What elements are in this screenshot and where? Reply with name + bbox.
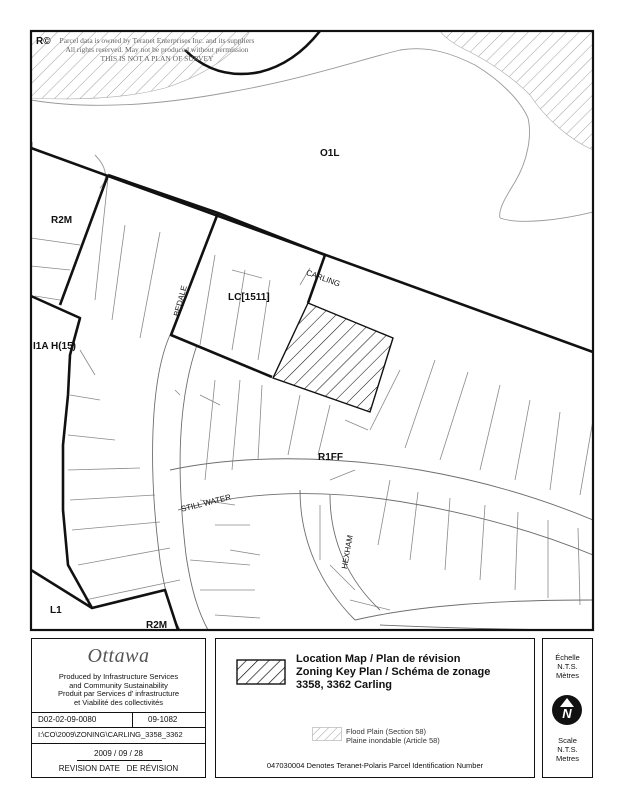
street-label-still-water: STILL WATER bbox=[180, 492, 232, 514]
copyright-line: THIS IS NOT A PLAN OF SURVEY bbox=[100, 54, 214, 63]
legend-title: Location Map / Plan de révision Zoning Key Plan / Schéma de zonage 3358, 3362 Carling bbox=[296, 653, 491, 691]
zone-label-o1l: O1L bbox=[320, 148, 340, 159]
file-path: I:\CO\2009\ZONING\CARLING_3358_3362 bbox=[38, 730, 183, 739]
copyright-line: Parcel data is owned by Teranet Enterprises Inc. and its suppliers bbox=[59, 36, 255, 45]
street-label-bedale: BEDALE bbox=[172, 284, 189, 318]
map-date: 2009 / 09 / 28 bbox=[94, 749, 143, 758]
zone-label-r2m: R2M bbox=[51, 215, 73, 226]
title-block-left bbox=[31, 638, 206, 778]
north-arrow-icon bbox=[552, 695, 582, 725]
street-label-hexham: HEXHAM bbox=[340, 534, 355, 570]
scale-en: Scale N.T.S. Metres bbox=[556, 736, 579, 763]
subject-site bbox=[273, 303, 393, 412]
north-label: N bbox=[562, 706, 572, 721]
zone-label-l1: L1 bbox=[50, 605, 62, 616]
parcel-lines bbox=[31, 178, 593, 618]
flood-plain-area bbox=[440, 31, 593, 150]
zone-label-r2m-bottom: R2M bbox=[146, 620, 168, 631]
street-label-carling: CARLING bbox=[304, 268, 342, 289]
zone-label-i1a: I1A H(15) bbox=[33, 341, 76, 352]
legend-box bbox=[215, 638, 535, 778]
legend-footnote: 047030004 Denotes Teranet-Polaris Parcel Identification Number bbox=[266, 761, 484, 770]
subject-site-swatch bbox=[236, 659, 286, 685]
zone-label-lc: LC[1511] bbox=[228, 292, 270, 303]
scale-fr: Échelle N.T.S. Mètres bbox=[555, 653, 580, 680]
copyright-line: All rights reserved. May not be produced without permission bbox=[65, 45, 249, 54]
flood-plain-label: Flood Plain (Section 58) Plaine inondable (Article 58) bbox=[346, 727, 440, 745]
flood-plain-swatch bbox=[312, 727, 342, 741]
ottawa-wordmark: Ottawa bbox=[87, 645, 150, 667]
zone-label-r1ff: R1FF bbox=[318, 452, 343, 463]
ottawa-logo bbox=[32, 645, 205, 668]
produced-by: Produced by Infrastructure Services and Community Sustainability Produit par Services d' infrastructure et Viabilité des collectivités bbox=[57, 672, 180, 707]
copyright-symbol: R© bbox=[36, 36, 51, 47]
file-number: D02-02-09-0080 bbox=[38, 715, 97, 724]
map-number: 09-1082 bbox=[148, 715, 178, 724]
scale-box bbox=[542, 638, 593, 778]
revision-label: REVISION DATE DE RÉVISION bbox=[58, 764, 179, 773]
shoreline bbox=[500, 212, 593, 221]
